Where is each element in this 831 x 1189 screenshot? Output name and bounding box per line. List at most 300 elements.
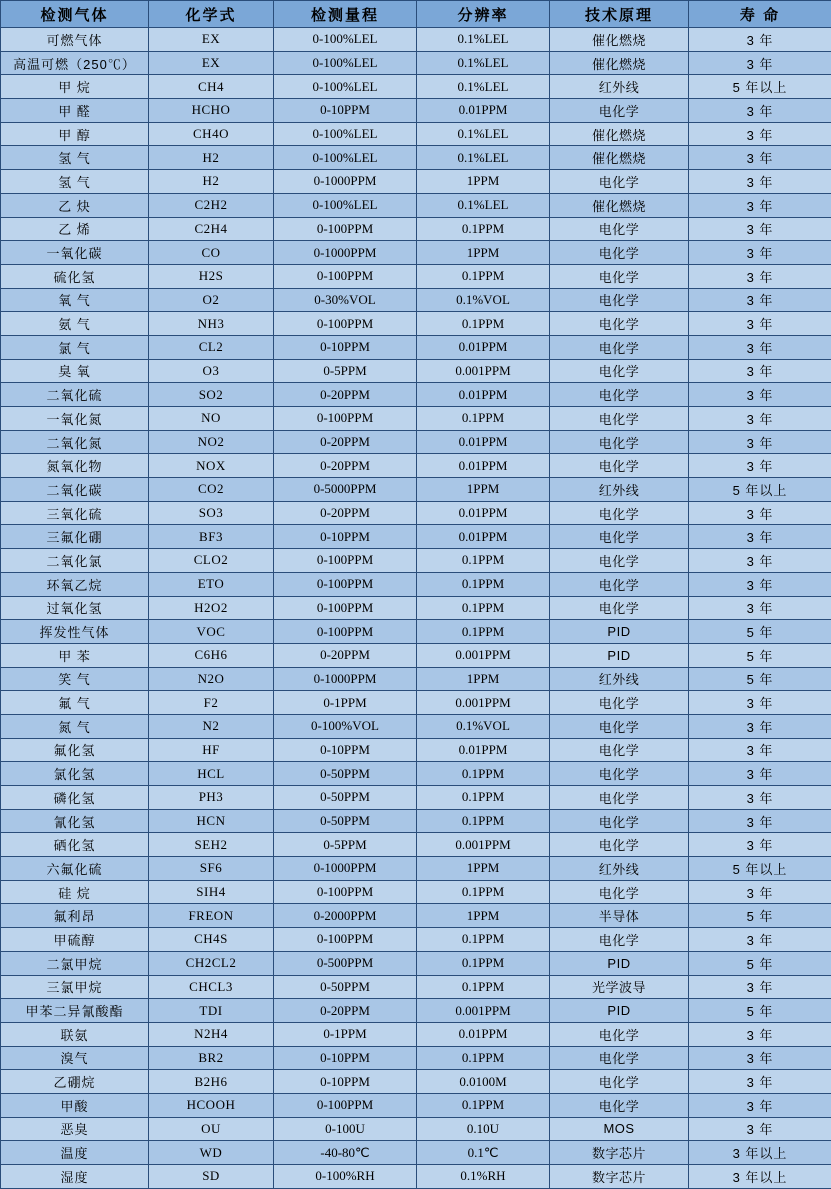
cell-technology: 电化学 xyxy=(550,170,689,194)
cell-range: -40-80℃ xyxy=(274,1141,417,1165)
column-header-resolution: 分辨率 xyxy=(417,1,550,28)
cell-lifetime: 3 年 xyxy=(689,1117,831,1141)
cell-range: 0-100%LEL xyxy=(274,51,417,75)
cell-resolution: 0.01PPM xyxy=(417,1022,550,1046)
cell-gas-name: 联氨 xyxy=(1,1022,149,1046)
cell-formula: BR2 xyxy=(149,1046,274,1070)
cell-lifetime: 3 年 xyxy=(689,454,831,478)
cell-resolution: 0.1PPM xyxy=(417,596,550,620)
column-header-lifetime: 寿 命 xyxy=(689,1,831,28)
cell-range: 0-20PPM xyxy=(274,501,417,525)
cell-gas-name: 恶臭 xyxy=(1,1117,149,1141)
cell-gas-name: 一氧化碳 xyxy=(1,241,149,265)
cell-lifetime: 3 年 xyxy=(689,786,831,810)
cell-formula: HCN xyxy=(149,809,274,833)
table-row xyxy=(1,122,831,146)
cell-resolution: 0.01PPM xyxy=(417,525,550,549)
cell-range: 0-5PPM xyxy=(274,833,417,857)
cell-formula: WD xyxy=(149,1141,274,1165)
cell-formula: N2H4 xyxy=(149,1022,274,1046)
cell-resolution: 0.001PPM xyxy=(417,999,550,1023)
cell-resolution: 0.1PPM xyxy=(417,264,550,288)
cell-resolution: 0.1%RH xyxy=(417,1165,550,1189)
cell-formula: SF6 xyxy=(149,857,274,881)
cell-gas-name: 甲 醛 xyxy=(1,99,149,123)
cell-lifetime: 3 年 xyxy=(689,217,831,241)
table-row xyxy=(1,928,831,952)
cell-technology: 电化学 xyxy=(550,809,689,833)
cell-resolution: 0.01PPM xyxy=(417,738,550,762)
table-row xyxy=(1,99,831,123)
cell-range: 0-5000PPM xyxy=(274,478,417,502)
cell-resolution: 0.0100M xyxy=(417,1070,550,1094)
cell-formula: HCOOH xyxy=(149,1093,274,1117)
table-row xyxy=(1,738,831,762)
cell-lifetime: 3 年 xyxy=(689,122,831,146)
cell-resolution: 0.1PPM xyxy=(417,928,550,952)
cell-gas-name: 臭 氧 xyxy=(1,359,149,383)
table-row xyxy=(1,170,831,194)
cell-lifetime: 3 年 xyxy=(689,833,831,857)
cell-technology: 电化学 xyxy=(550,525,689,549)
cell-resolution: 0.1PPM xyxy=(417,407,550,431)
cell-technology: 电化学 xyxy=(550,241,689,265)
cell-gas-name: 三氧化硫 xyxy=(1,501,149,525)
cell-formula: H2S xyxy=(149,264,274,288)
cell-technology: 红外线 xyxy=(550,667,689,691)
cell-gas-name: 氟化氢 xyxy=(1,738,149,762)
cell-lifetime: 3 年 xyxy=(689,383,831,407)
cell-range: 0-100%LEL xyxy=(274,122,417,146)
cell-formula: CH4S xyxy=(149,928,274,952)
table-row xyxy=(1,478,831,502)
table-row xyxy=(1,857,831,881)
cell-technology: 电化学 xyxy=(550,596,689,620)
cell-range: 0-100PPM xyxy=(274,407,417,431)
cell-resolution: 0.1%LEL xyxy=(417,122,550,146)
cell-lifetime: 3 年 xyxy=(689,1022,831,1046)
table-row xyxy=(1,1046,831,1070)
cell-range: 0-10PPM xyxy=(274,1070,417,1094)
cell-range: 0-100PPM xyxy=(274,880,417,904)
cell-range: 0-50PPM xyxy=(274,809,417,833)
table-header xyxy=(1,1,831,28)
header-row xyxy=(1,1,831,28)
cell-gas-name: 硒化氢 xyxy=(1,833,149,857)
cell-lifetime: 5 年以上 xyxy=(689,478,831,502)
cell-formula: PH3 xyxy=(149,786,274,810)
cell-gas-name: 甲苯二异氰酸酯 xyxy=(1,999,149,1023)
cell-technology: 电化学 xyxy=(550,928,689,952)
cell-formula: OU xyxy=(149,1117,274,1141)
cell-resolution: 1PPM xyxy=(417,857,550,881)
table-row xyxy=(1,762,831,786)
cell-gas-name: 过氧化氢 xyxy=(1,596,149,620)
cell-gas-name: 氰化氢 xyxy=(1,809,149,833)
table-row xyxy=(1,999,831,1023)
cell-gas-name: 二氧化氯 xyxy=(1,549,149,573)
cell-lifetime: 3 年 xyxy=(689,264,831,288)
cell-lifetime: 3 年 xyxy=(689,241,831,265)
cell-lifetime: 3 年 xyxy=(689,572,831,596)
cell-lifetime: 3 年 xyxy=(689,146,831,170)
cell-resolution: 1PPM xyxy=(417,904,550,928)
table-row xyxy=(1,383,831,407)
cell-formula: O2 xyxy=(149,288,274,312)
cell-gas-name: 高温可燃（250℃） xyxy=(1,51,149,75)
cell-formula: C2H4 xyxy=(149,217,274,241)
cell-technology: 电化学 xyxy=(550,1046,689,1070)
cell-range: 0-1000PPM xyxy=(274,857,417,881)
table-row xyxy=(1,264,831,288)
cell-lifetime: 5 年 xyxy=(689,620,831,644)
cell-formula: CH2CL2 xyxy=(149,951,274,975)
table-row xyxy=(1,833,831,857)
cell-lifetime: 3 年 xyxy=(689,809,831,833)
cell-technology: 电化学 xyxy=(550,691,689,715)
cell-range: 0-1PPM xyxy=(274,691,417,715)
cell-range: 0-20PPM xyxy=(274,643,417,667)
table-row xyxy=(1,51,831,75)
cell-technology: 电化学 xyxy=(550,1093,689,1117)
cell-resolution: 1PPM xyxy=(417,478,550,502)
cell-technology: 电化学 xyxy=(550,335,689,359)
table-row xyxy=(1,572,831,596)
cell-range: 0-20PPM xyxy=(274,383,417,407)
cell-resolution: 0.01PPM xyxy=(417,335,550,359)
cell-resolution: 0.10U xyxy=(417,1117,550,1141)
cell-formula: ETO xyxy=(149,572,274,596)
cell-lifetime: 3 年 xyxy=(689,407,831,431)
cell-formula: SO3 xyxy=(149,501,274,525)
cell-resolution: 0.01PPM xyxy=(417,383,550,407)
cell-gas-name: 挥发性气体 xyxy=(1,620,149,644)
cell-resolution: 0.1PPM xyxy=(417,312,550,336)
cell-range: 0-100%LEL xyxy=(274,28,417,52)
cell-technology: 光学波导 xyxy=(550,975,689,999)
cell-technology: 电化学 xyxy=(550,833,689,857)
cell-technology: 电化学 xyxy=(550,407,689,431)
cell-lifetime: 5 年以上 xyxy=(689,75,831,99)
cell-gas-name: 笑 气 xyxy=(1,667,149,691)
table-row xyxy=(1,691,831,715)
cell-range: 0-100%LEL xyxy=(274,75,417,99)
cell-gas-name: 氮氧化物 xyxy=(1,454,149,478)
table-row xyxy=(1,643,831,667)
cell-technology: PID xyxy=(550,999,689,1023)
table-row xyxy=(1,880,831,904)
cell-technology: 电化学 xyxy=(550,738,689,762)
cell-range: 0-10PPM xyxy=(274,99,417,123)
cell-technology: 电化学 xyxy=(550,549,689,573)
cell-technology: PID xyxy=(550,620,689,644)
table-row xyxy=(1,904,831,928)
cell-gas-name: 三氯甲烷 xyxy=(1,975,149,999)
cell-formula: F2 xyxy=(149,691,274,715)
cell-resolution: 0.1PPM xyxy=(417,1093,550,1117)
cell-technology: 电化学 xyxy=(550,454,689,478)
cell-technology: 电化学 xyxy=(550,714,689,738)
cell-range: 0-10PPM xyxy=(274,335,417,359)
cell-gas-name: 乙 烯 xyxy=(1,217,149,241)
cell-gas-name: 氨 气 xyxy=(1,312,149,336)
table-row xyxy=(1,312,831,336)
cell-gas-name: 六氟化硫 xyxy=(1,857,149,881)
cell-lifetime: 5 年 xyxy=(689,951,831,975)
cell-gas-name: 湿度 xyxy=(1,1165,149,1189)
cell-technology: 电化学 xyxy=(550,501,689,525)
cell-range: 0-50PPM xyxy=(274,786,417,810)
cell-technology: 催化燃烧 xyxy=(550,122,689,146)
cell-resolution: 0.1℃ xyxy=(417,1141,550,1165)
cell-technology: 催化燃烧 xyxy=(550,28,689,52)
cell-range: 0-20PPM xyxy=(274,454,417,478)
cell-lifetime: 3 年 xyxy=(689,51,831,75)
cell-resolution: 0.1%LEL xyxy=(417,193,550,217)
cell-resolution: 0.1PPM xyxy=(417,572,550,596)
cell-resolution: 0.1PPM xyxy=(417,880,550,904)
table-row xyxy=(1,146,831,170)
cell-gas-name: 二氯甲烷 xyxy=(1,951,149,975)
cell-gas-name: 二氧化碳 xyxy=(1,478,149,502)
cell-formula: H2 xyxy=(149,146,274,170)
cell-gas-name: 氟利昂 xyxy=(1,904,149,928)
cell-gas-name: 乙 炔 xyxy=(1,193,149,217)
cell-resolution: 0.1PPM xyxy=(417,762,550,786)
cell-resolution: 0.1%LEL xyxy=(417,146,550,170)
table-row xyxy=(1,241,831,265)
cell-gas-name: 氢 气 xyxy=(1,170,149,194)
cell-range: 0-10PPM xyxy=(274,1046,417,1070)
cell-technology: 红外线 xyxy=(550,857,689,881)
cell-gas-name: 甲硫醇 xyxy=(1,928,149,952)
table-row xyxy=(1,951,831,975)
cell-formula: BF3 xyxy=(149,525,274,549)
cell-gas-name: 氮 气 xyxy=(1,714,149,738)
table-row xyxy=(1,501,831,525)
cell-resolution: 1PPM xyxy=(417,170,550,194)
cell-formula: CHCL3 xyxy=(149,975,274,999)
cell-technology: 红外线 xyxy=(550,75,689,99)
cell-range: 0-100PPM xyxy=(274,928,417,952)
cell-technology: 电化学 xyxy=(550,572,689,596)
cell-range: 0-10PPM xyxy=(274,738,417,762)
cell-technology: 催化燃烧 xyxy=(550,51,689,75)
cell-range: 0-20PPM xyxy=(274,999,417,1023)
column-header-formula: 化学式 xyxy=(149,1,274,28)
cell-gas-name: 硫化氢 xyxy=(1,264,149,288)
cell-lifetime: 3 年 xyxy=(689,738,831,762)
cell-technology: 电化学 xyxy=(550,786,689,810)
cell-formula: SIH4 xyxy=(149,880,274,904)
cell-resolution: 0.001PPM xyxy=(417,359,550,383)
cell-range: 0-100PPM xyxy=(274,596,417,620)
cell-resolution: 0.1PPM xyxy=(417,549,550,573)
cell-formula: HCL xyxy=(149,762,274,786)
table-row xyxy=(1,217,831,241)
cell-range: 0-50PPM xyxy=(274,762,417,786)
cell-gas-name: 氯化氢 xyxy=(1,762,149,786)
cell-gas-name: 甲 醇 xyxy=(1,122,149,146)
cell-formula: FREON xyxy=(149,904,274,928)
cell-range: 0-100%RH xyxy=(274,1165,417,1189)
cell-formula: CH4O xyxy=(149,122,274,146)
cell-resolution: 0.1PPM xyxy=(417,1046,550,1070)
cell-technology: 电化学 xyxy=(550,1022,689,1046)
cell-resolution: 0.001PPM xyxy=(417,691,550,715)
cell-lifetime: 3 年以上 xyxy=(689,1141,831,1165)
cell-formula: SEH2 xyxy=(149,833,274,857)
cell-lifetime: 3 年 xyxy=(689,359,831,383)
cell-technology: 数字芯片 xyxy=(550,1141,689,1165)
table-row xyxy=(1,809,831,833)
cell-gas-name: 一氧化氮 xyxy=(1,407,149,431)
cell-gas-name: 氢 气 xyxy=(1,146,149,170)
cell-range: 0-100PPM xyxy=(274,1093,417,1117)
cell-gas-name: 二氧化氮 xyxy=(1,430,149,454)
cell-range: 0-1000PPM xyxy=(274,241,417,265)
cell-gas-name: 甲酸 xyxy=(1,1093,149,1117)
cell-lifetime: 5 年 xyxy=(689,999,831,1023)
table-row xyxy=(1,335,831,359)
table-row xyxy=(1,1070,831,1094)
cell-technology: 电化学 xyxy=(550,359,689,383)
table-row xyxy=(1,359,831,383)
cell-range: 0-100%LEL xyxy=(274,146,417,170)
cell-resolution: 1PPM xyxy=(417,241,550,265)
cell-lifetime: 5 年 xyxy=(689,667,831,691)
cell-lifetime: 3 年 xyxy=(689,28,831,52)
cell-gas-name: 乙硼烷 xyxy=(1,1070,149,1094)
table-row xyxy=(1,1165,831,1189)
cell-gas-name: 溴气 xyxy=(1,1046,149,1070)
cell-technology: 电化学 xyxy=(550,217,689,241)
cell-formula: NO2 xyxy=(149,430,274,454)
cell-resolution: 0.1PPM xyxy=(417,620,550,644)
cell-lifetime: 3 年 xyxy=(689,335,831,359)
cell-lifetime: 3 年 xyxy=(689,596,831,620)
cell-resolution: 0.1%LEL xyxy=(417,75,550,99)
cell-gas-name: 二氧化硫 xyxy=(1,383,149,407)
cell-technology: 电化学 xyxy=(550,1070,689,1094)
cell-resolution: 0.1PPM xyxy=(417,951,550,975)
cell-resolution: 0.1%VOL xyxy=(417,714,550,738)
table-row xyxy=(1,714,831,738)
cell-formula: CLO2 xyxy=(149,549,274,573)
cell-lifetime: 3 年 xyxy=(689,170,831,194)
cell-range: 0-1000PPM xyxy=(274,170,417,194)
cell-technology: 电化学 xyxy=(550,430,689,454)
cell-resolution: 0.1PPM xyxy=(417,786,550,810)
table-row xyxy=(1,28,831,52)
cell-lifetime: 3 年 xyxy=(689,525,831,549)
cell-technology: PID xyxy=(550,951,689,975)
cell-range: 0-1PPM xyxy=(274,1022,417,1046)
cell-lifetime: 3 年 xyxy=(689,99,831,123)
cell-lifetime: 5 年以上 xyxy=(689,857,831,881)
table-row xyxy=(1,786,831,810)
cell-lifetime: 3 年 xyxy=(689,880,831,904)
cell-range: 0-30%VOL xyxy=(274,288,417,312)
cell-lifetime: 3 年 xyxy=(689,430,831,454)
cell-formula: SO2 xyxy=(149,383,274,407)
cell-lifetime: 3 年 xyxy=(689,928,831,952)
table-row xyxy=(1,288,831,312)
cell-gas-name: 氟 气 xyxy=(1,691,149,715)
cell-technology: 红外线 xyxy=(550,478,689,502)
table-row xyxy=(1,975,831,999)
table-row xyxy=(1,667,831,691)
cell-technology: MOS xyxy=(550,1117,689,1141)
cell-formula: EX xyxy=(149,28,274,52)
cell-range: 0-100U xyxy=(274,1117,417,1141)
cell-lifetime: 3 年 xyxy=(689,288,831,312)
cell-range: 0-50PPM xyxy=(274,975,417,999)
cell-resolution: 0.1%VOL xyxy=(417,288,550,312)
cell-range: 0-100%LEL xyxy=(274,193,417,217)
cell-lifetime: 3 年 xyxy=(689,714,831,738)
cell-formula: HCHO xyxy=(149,99,274,123)
cell-resolution: 0.01PPM xyxy=(417,99,550,123)
cell-technology: 电化学 xyxy=(550,312,689,336)
table-row xyxy=(1,525,831,549)
cell-lifetime: 5 年 xyxy=(689,643,831,667)
table-row xyxy=(1,620,831,644)
cell-formula: HF xyxy=(149,738,274,762)
cell-range: 0-100PPM xyxy=(274,217,417,241)
cell-formula: NH3 xyxy=(149,312,274,336)
cell-range: 0-100PPM xyxy=(274,620,417,644)
cell-formula: CO2 xyxy=(149,478,274,502)
cell-formula: O3 xyxy=(149,359,274,383)
cell-formula: NO xyxy=(149,407,274,431)
cell-lifetime: 3 年 xyxy=(689,549,831,573)
cell-range: 0-100%VOL xyxy=(274,714,417,738)
cell-lifetime: 3 年 xyxy=(689,1070,831,1094)
cell-range: 0-1000PPM xyxy=(274,667,417,691)
cell-formula: SD xyxy=(149,1165,274,1189)
column-header-range: 检测量程 xyxy=(274,1,417,28)
table-row xyxy=(1,1141,831,1165)
cell-resolution: 0.001PPM xyxy=(417,643,550,667)
cell-lifetime: 3 年 xyxy=(689,691,831,715)
cell-formula: N2 xyxy=(149,714,274,738)
cell-lifetime: 3 年 xyxy=(689,1093,831,1117)
cell-lifetime: 3 年以上 xyxy=(689,1165,831,1189)
cell-lifetime: 3 年 xyxy=(689,501,831,525)
table-row xyxy=(1,193,831,217)
cell-gas-name: 磷化氢 xyxy=(1,786,149,810)
cell-formula: CO xyxy=(149,241,274,265)
cell-formula: C2H2 xyxy=(149,193,274,217)
cell-gas-name: 甲 烷 xyxy=(1,75,149,99)
cell-lifetime: 5 年 xyxy=(689,904,831,928)
table-row xyxy=(1,407,831,431)
table-row xyxy=(1,1093,831,1117)
cell-gas-name: 硅 烷 xyxy=(1,880,149,904)
cell-technology: 电化学 xyxy=(550,99,689,123)
cell-range: 0-10PPM xyxy=(274,525,417,549)
column-header-technology: 技术原理 xyxy=(550,1,689,28)
cell-lifetime: 3 年 xyxy=(689,762,831,786)
table-body xyxy=(1,28,831,1189)
cell-formula: C6H6 xyxy=(149,643,274,667)
cell-formula: NOX xyxy=(149,454,274,478)
cell-range: 0-100PPM xyxy=(274,264,417,288)
cell-lifetime: 3 年 xyxy=(689,312,831,336)
cell-formula: TDI xyxy=(149,999,274,1023)
cell-technology: 催化燃烧 xyxy=(550,146,689,170)
